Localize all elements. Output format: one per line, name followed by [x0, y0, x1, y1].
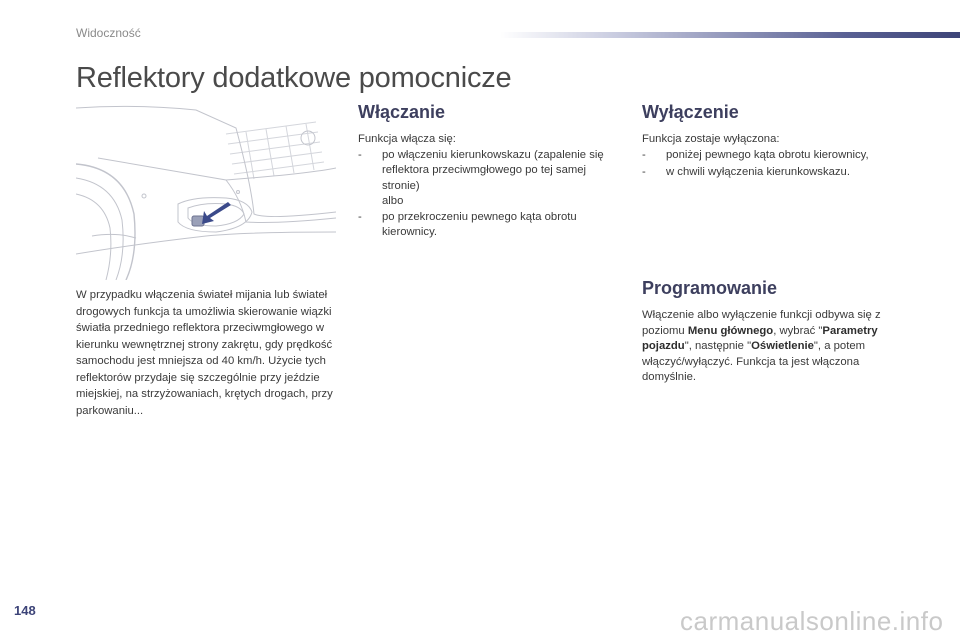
heading-programowanie: Programowanie: [642, 278, 778, 298]
list-item: [642, 165, 912, 181]
list-item-text: w chwili wyłączenia kierunkowskazu.: [666, 166, 850, 178]
text-run: Włączenie albo wyłączenie funkcji odbywa się z poziomu: [642, 309, 881, 337]
watermark: carmanualsonline.info: [680, 606, 944, 636]
list-dash: -: [642, 148, 646, 161]
list-item: [358, 210, 608, 241]
section-label: Widoczność: [76, 26, 141, 40]
header-bar: [500, 32, 960, 38]
page-number: 148: [14, 603, 36, 618]
text-run: ", a potem włączyć/wyłączyć. Funkcja ta jest włączona domyślnie.: [642, 340, 866, 383]
menu-name-main: Menu głównego: [687, 324, 774, 337]
page-title: Reflektory dodatkowe pomocnicze: [76, 62, 512, 94]
heading-wylaczenie: Wyłączenie: [642, 102, 739, 122]
list-item-text: poniżej pewnego kąta obrotu kierownicy,: [666, 148, 869, 161]
car-front-fog-lamp-illustration: [76, 104, 336, 280]
list-dash: -: [642, 166, 646, 178]
or-connector: albo: [382, 195, 404, 207]
menu-name-lighting: Oświetlenie: [751, 340, 814, 352]
wylaczenie-section: [642, 132, 912, 181]
text-run: ", następnie ": [684, 340, 752, 352]
description-paragraph: W przypadku włączenia świateł mijania lub świateł drogowych funkcja ta umożliwia skierowanie wiązki światła przedniego reflektora przeciwmgłowego w kierunku wewnętrznej strony zakrętu, gdy prędkość samochodu jest mniejsza od 40 km/h. Użycie tych reflektorów przydaje się szczególnie przy jeździe miejskiej, na strzyżowaniach, krętych drogach, przy parkowaniu...: [76, 289, 333, 417]
list-item: [642, 148, 912, 164]
programowanie-paragraph: [642, 308, 902, 386]
list-dash: -: [358, 148, 362, 161]
list-item-text: po włączeniu kierunkowskazu (zapalenie się reflektora przeciwmgłowego po tej samej stronie): [382, 148, 604, 192]
list-item: [358, 148, 608, 195]
menu-name-vehicle-params: Parametry pojazdu: [642, 324, 878, 352]
heading-wlaczanie: Włączanie: [358, 102, 446, 122]
wylaczenie-intro: Funkcja zostaje wyłączona:: [642, 133, 780, 145]
wlaczanie-intro: Funkcja włącza się:: [358, 133, 456, 145]
wlaczanie-section: [358, 132, 608, 241]
list-item-text: po przekroczeniu pewnego kąta obrotu kierownicy.: [382, 210, 577, 238]
text-run: , wybrać ": [773, 324, 823, 337]
list-dash: -: [358, 210, 362, 223]
